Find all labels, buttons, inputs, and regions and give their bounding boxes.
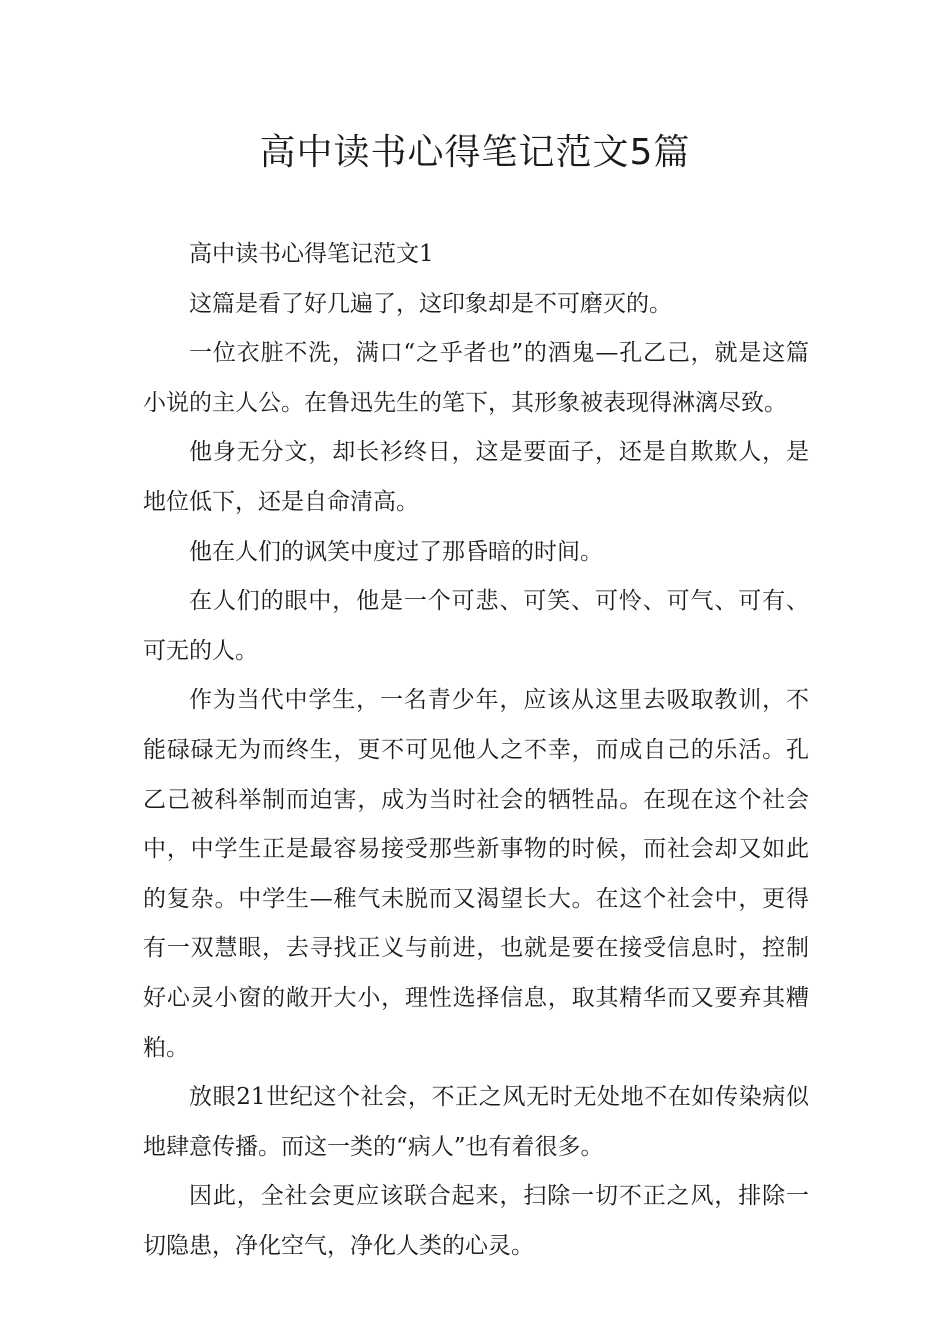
document-title: 高中读书心得笔记范文5篇 [259, 132, 691, 173]
section-heading: 高中读书心得笔记范文1 [189, 241, 434, 267]
paragraph: 这篇是看了好几遍了，这印象却是不可磨灭的。 [189, 290, 672, 317]
paragraph: 因此，全社会更应该联合起来，扫除一切不正之风，排除一切隐患，净化空气，净化人类的心灵。 [143, 1183, 809, 1259]
document-body [143, 230, 809, 1271]
paragraph: 在人们的眼中，他是一个可悲、可笑、可怜、可气、可有、可无的人。 [143, 588, 809, 664]
paragraph: 他在人们的讽笑中度过了那昏暗的时间。 [189, 538, 603, 565]
paragraph: 一位衣脏不洗，满口“之乎者也”的酒鬼—孔乙己，就是这篇小说的主人公。在鲁迅先生的笔下，其形象被表现得淋漓尽致。 [143, 340, 809, 416]
paragraph: 他身无分文，却长衫终日，这是要面子，还是自欺欺人，是地位低下，还是自命清高。 [143, 439, 809, 515]
paragraph: 放眼21世纪这个社会，不正之风无时无处地不在如传染病似地肆意传播。而这一类的“病人”也有着很多。 [143, 1084, 809, 1160]
paragraph: 作为当代中学生，一名青少年，应该从这里去吸取教训，不能碌碌无为而终生，更不可见他人之不幸，而成自己的乐活。孔乙己被科举制而迫害，成为当时社会的牺牲品。在现在这个社会中，中学生正是最容易接受那些新事物的时候，而社会却又如此的复杂。中学生—稚气未脱而又渴望长大。在这个社会中，更得有一双慧眼，去寻找正义与前进，也就是要在接受信息时，控制好心灵小窗的敞开大小，理性选择信息，取其精华而又要弃其糟粕。 [143, 687, 809, 1061]
